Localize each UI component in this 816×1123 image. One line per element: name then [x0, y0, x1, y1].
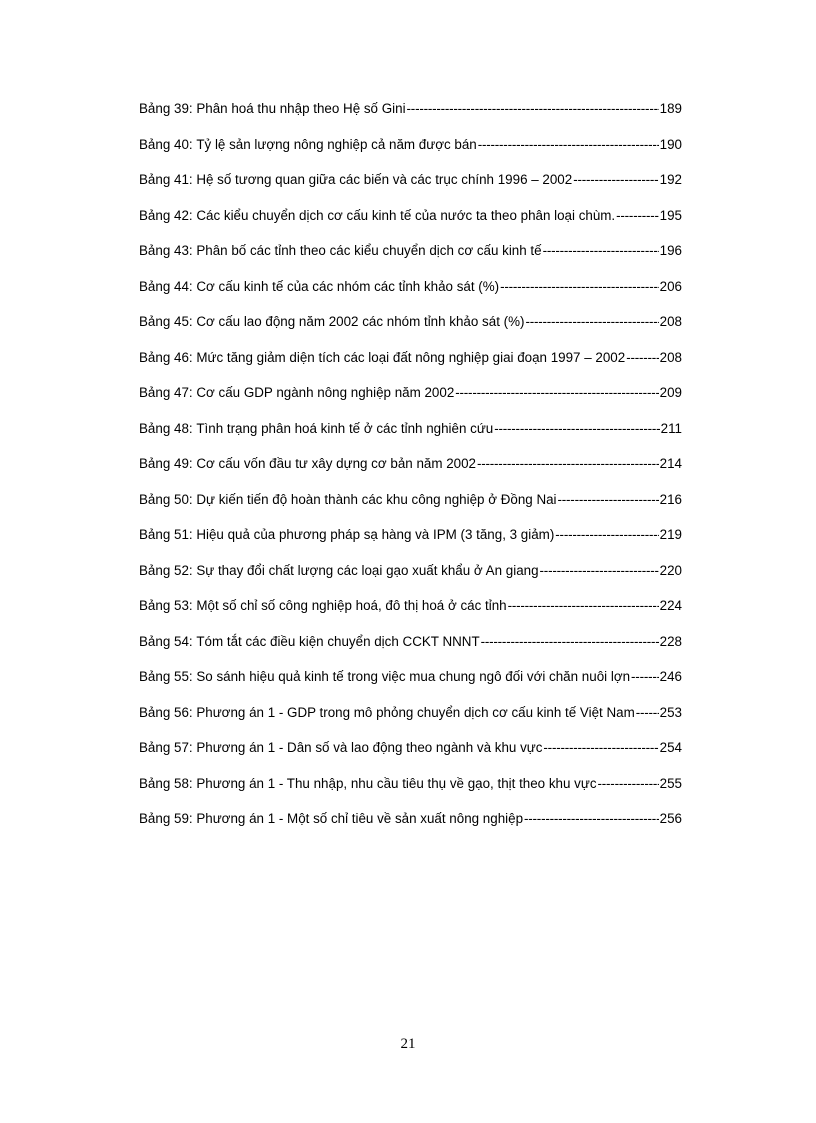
toc-entry: [139, 278, 682, 314]
entry-label: Bảng 52:: [139, 562, 193, 578]
entry-title: Các kiểu chuyển dịch cơ cấu kinh tế của nước ta theo phân loại chùm.: [196, 207, 616, 223]
dot-leader: [543, 242, 659, 260]
toc-entry: [139, 136, 682, 172]
entry-title: Hiệu quả của phương pháp sạ hàng và IPM (3 tăng, 3 giảm): [196, 527, 555, 542]
entry-label: Bảng 46:: [139, 349, 193, 365]
dot-leader: [407, 100, 659, 118]
entry-title: Mức tăng giảm diện tích các loại đất nông nghiệp giai đoạn 1997 – 2002: [196, 349, 626, 365]
entry-page-number: 224: [659, 598, 682, 613]
dot-leader: [508, 597, 659, 615]
entry-page-number: 254: [659, 740, 682, 755]
entry-title: So sánh hiệu quả kinh tế trong việc mua chung ngô đối với chăn nuôi lợn: [196, 669, 631, 684]
dot-leader: [478, 136, 659, 154]
entry-page-number: 219: [659, 527, 682, 542]
entry-page-number: 189: [659, 101, 682, 116]
entry-page-number: 255: [659, 775, 682, 791]
entry-page-number: 195: [659, 207, 682, 223]
dot-leader: [616, 207, 659, 225]
toc-entry: [139, 420, 682, 456]
entry-title: Sự thay đổi chất lượng các loại gạo xuất khẩu ở An giang: [196, 562, 539, 578]
toc-entry: [139, 597, 682, 633]
toc-entry: [139, 100, 682, 136]
entry-page-number: 209: [659, 385, 682, 400]
entry-label: Bảng 48:: [139, 420, 193, 436]
entry-label: Bảng 39:: [139, 101, 193, 116]
table-of-tables: [139, 100, 682, 846]
dot-leader: [524, 810, 659, 828]
dot-leader: [494, 420, 659, 438]
dot-leader: [558, 491, 659, 509]
entry-label: Bảng 54:: [139, 633, 193, 649]
entry-page-number: 192: [659, 172, 682, 187]
dot-leader: [500, 278, 659, 296]
entry-title: Tóm tắt các điều kiện chuyển dịch CCKT NNNT: [196, 633, 480, 649]
toc-entry: [139, 313, 682, 349]
toc-entry: [139, 171, 682, 207]
entry-page-number: 214: [659, 456, 682, 471]
toc-entry: [139, 668, 682, 704]
dot-leader: [477, 455, 659, 473]
entry-title: Một số chỉ số công nghiệp hoá, đô thị hoá ở các tỉnh: [196, 598, 507, 613]
dot-leader: [555, 526, 658, 544]
toc-entry: [139, 207, 682, 243]
toc-entry: [139, 242, 682, 278]
entry-label: Bảng 45:: [139, 314, 193, 329]
entry-title: Tỷ lệ sản lượng nông nghiệp cả năm được bán: [196, 136, 477, 152]
entry-page-number: 256: [659, 811, 682, 826]
toc-entry: [139, 739, 682, 775]
entry-title: Tình trạng phân hoá kinh tế ở các tỉnh nghiên cứu: [196, 420, 494, 436]
entry-page-number: 208: [659, 349, 682, 365]
toc-entry: [139, 810, 682, 846]
entry-label: Bảng 47:: [139, 385, 193, 400]
entry-label: Bảng 43:: [139, 243, 193, 258]
dot-leader: [455, 384, 658, 402]
dot-leader: [540, 562, 659, 580]
entry-label: Bảng 41:: [139, 172, 193, 187]
entry-title: Cơ cấu lao động năm 2002 các nhóm tỉnh khảo sát (%): [196, 314, 525, 329]
toc-entry: [139, 491, 682, 527]
entry-label: Bảng 49:: [139, 456, 193, 471]
entry-label: Bảng 42:: [139, 207, 193, 223]
toc-entry: [139, 455, 682, 491]
toc-entry: [139, 633, 682, 669]
entry-label: Bảng 56:: [139, 704, 193, 720]
entry-page-number: 216: [659, 491, 682, 507]
dot-leader: [525, 313, 658, 331]
entry-title: Hệ số tương quan giữa các biến và các trục chính 1996 – 2002: [196, 172, 573, 187]
dot-leader: [631, 668, 659, 686]
entry-title: Phương án 1 - Một số chỉ tiêu về sản xuất nông nghiệp: [196, 811, 524, 826]
entry-page-number: 246: [659, 669, 682, 684]
entry-title: Cơ cấu GDP ngành nông nghiệp năm 2002: [196, 385, 455, 400]
entry-page-number: 206: [659, 278, 682, 294]
entry-label: Bảng 59:: [139, 811, 193, 826]
entry-label: Bảng 40:: [139, 136, 193, 152]
dot-leader: [543, 739, 658, 757]
entry-label: Bảng 58:: [139, 775, 193, 791]
entry-page-number: 196: [659, 243, 682, 258]
toc-entry: [139, 562, 682, 598]
entry-title: Phương án 1 - Thu nhập, nhu cầu tiêu thụ về gạo, thịt theo khu vực: [196, 775, 597, 791]
entry-title: Phương án 1 - Dân số và lao động theo ngành và khu vực: [196, 740, 543, 755]
entry-page-number: 190: [659, 136, 682, 152]
entry-title: Cơ cấu kinh tế của các nhóm các tỉnh khảo sát (%): [196, 278, 500, 294]
entry-page-number: 211: [660, 420, 682, 436]
entry-page-number: 228: [659, 633, 682, 649]
toc-entry: [139, 384, 682, 420]
entry-page-number: 220: [659, 562, 682, 578]
entry-title: Cơ cấu vốn đầu tư xây dựng cơ bản năm 2002: [196, 456, 477, 471]
dot-leader: [573, 171, 658, 189]
entry-title: Dự kiến tiến độ hoàn thành các khu công nghiệp ở Đồng Nai: [196, 491, 557, 507]
entry-label: Bảng 44:: [139, 278, 193, 294]
entry-label: Bảng 55:: [139, 669, 193, 684]
entry-label: Bảng 57:: [139, 740, 193, 755]
entry-title: Phân hoá thu nhập theo Hệ số Gini: [196, 101, 406, 116]
dot-leader: [636, 704, 659, 722]
dot-leader: [598, 775, 659, 793]
entry-label: Bảng 50:: [139, 491, 193, 507]
toc-entry: [139, 775, 682, 811]
entry-label: Bảng 53:: [139, 598, 193, 613]
entry-title: Phân bố các tỉnh theo các kiểu chuyển dịch cơ cấu kinh tế: [196, 243, 542, 258]
toc-entry: [139, 704, 682, 740]
page-number: 21: [400, 1036, 416, 1052]
toc-entry: [139, 349, 682, 385]
entry-page-number: 253: [659, 704, 682, 720]
entry-title: Phương án 1 - GDP trong mô phỏng chuyển dịch cơ cấu kinh tế Việt Nam: [196, 704, 635, 720]
dot-leader: [481, 633, 659, 651]
entry-label: Bảng 51:: [139, 527, 193, 542]
toc-entry: [139, 526, 682, 562]
dot-leader: [626, 349, 658, 367]
entry-page-number: 208: [659, 314, 682, 329]
